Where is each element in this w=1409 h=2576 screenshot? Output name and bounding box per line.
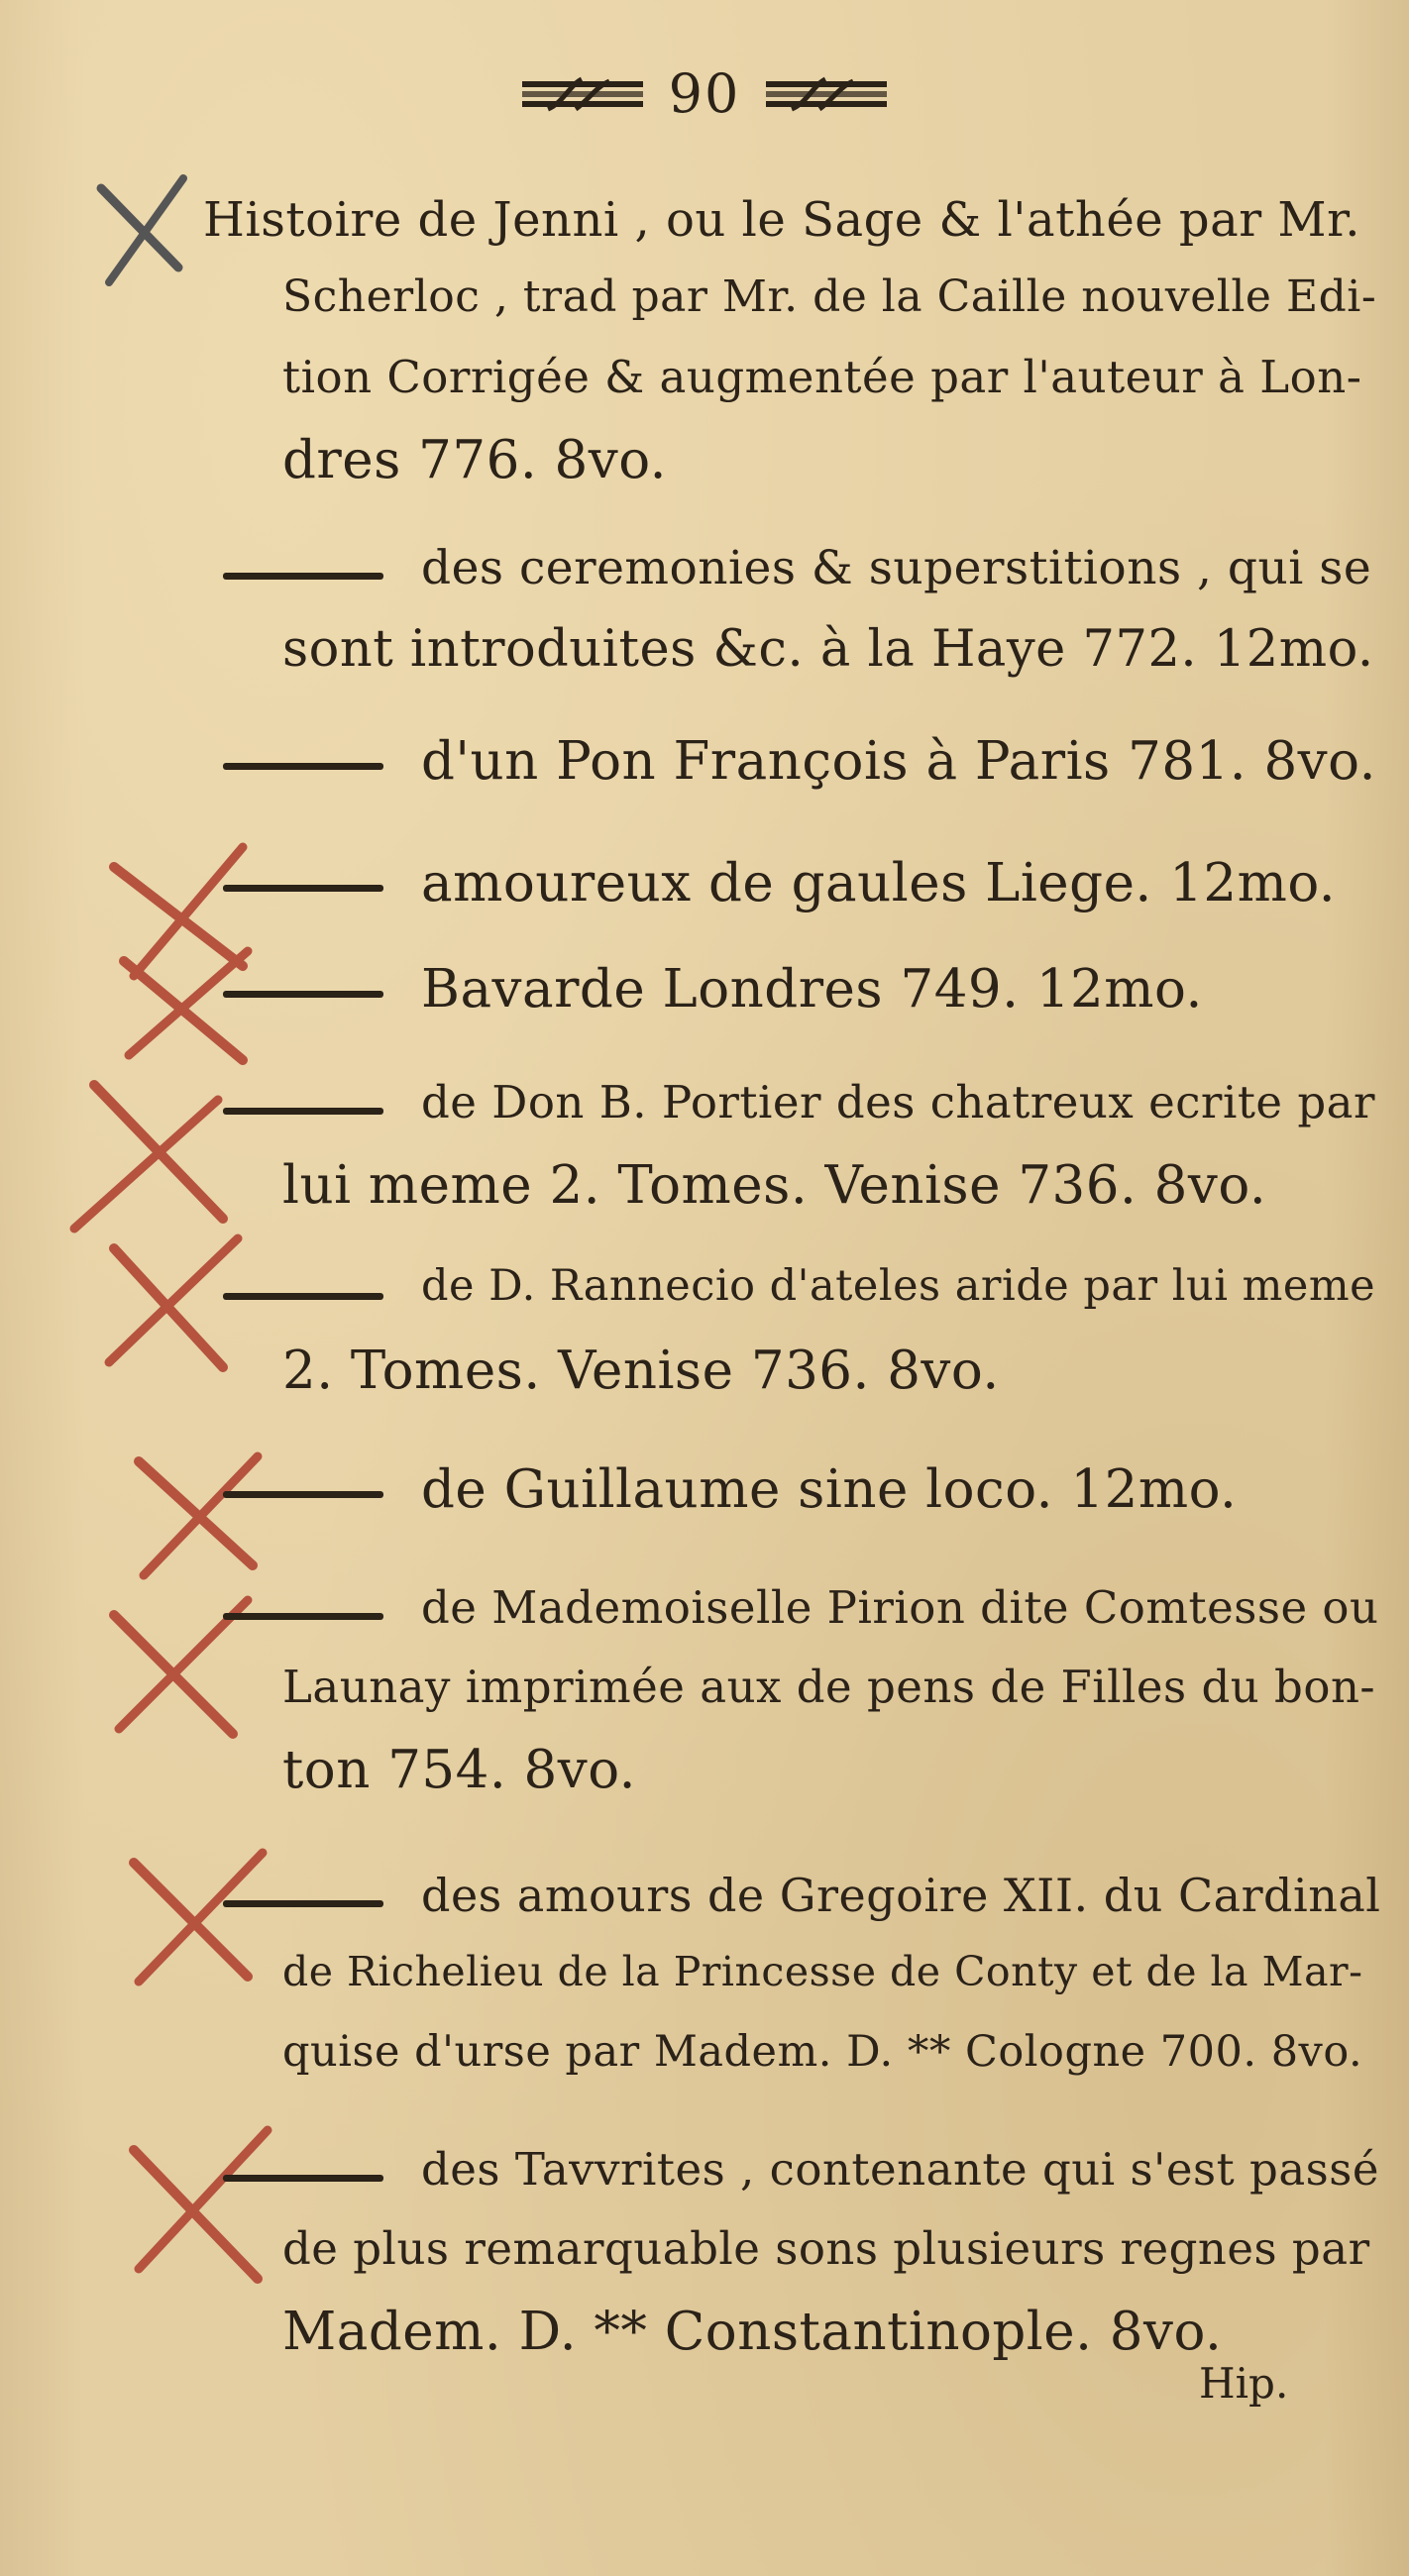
entry-line: tion Corrigée & augmentée par l'auteur à Lon- <box>282 351 1362 403</box>
page-header <box>0 62 1409 125</box>
entry-line: lui meme 2. Tomes. Venise 736. 8vo. <box>282 1155 1267 1216</box>
entry-line: de Mademoiselle Pirion dite Comtesse ou <box>421 1581 1379 1634</box>
ditto-dash <box>223 1491 383 1498</box>
entry-line: des amours de Gregoire XII. du Cardinal <box>421 1869 1381 1922</box>
entry-line: des Tavvrites , contenante qui s'est passé <box>421 2143 1379 2196</box>
cross-mark-icon <box>99 1585 258 1744</box>
entry-line: quise d'urse par Madem. D. ** Cologne 700. 8vo. <box>282 2027 1363 2077</box>
entry-line: de Richelieu de la Princesse de Conty et de la Mar- <box>282 1948 1363 1995</box>
ditto-dash <box>223 1613 383 1620</box>
ditto-dash <box>223 885 383 892</box>
entry-line: d'un Pon François à Paris 781. 8vo. <box>421 731 1376 792</box>
ditto-dash <box>223 991 383 998</box>
entry-line: Histoire de Jenni , ou le Sage & l'athée par Mr. <box>203 192 1361 248</box>
ditto-dash <box>223 2175 383 2182</box>
entry-line: 2. Tomes. Venise 736. 8vo. <box>282 1341 1000 1401</box>
cross-mark-icon <box>94 1229 253 1377</box>
cross-mark-icon <box>89 168 198 287</box>
cross-mark-icon <box>64 1070 233 1238</box>
ditto-dash <box>223 1293 383 1300</box>
entry-line: sont introduites &c. à la Haye 772. 12mo. <box>282 620 1374 679</box>
entry-line: de Don B. Portier des chatreux ecrite par <box>421 1076 1375 1128</box>
entry-line: Launay imprimée aux de pens de Filles du bon- <box>282 1661 1376 1713</box>
printer-ornament-icon <box>762 73 891 115</box>
catchword: Hip. <box>1199 2359 1289 2408</box>
entry-line: de plus remarquable sons plusieurs regnes par <box>282 2222 1370 2275</box>
page-number: 90 <box>668 62 741 125</box>
ditto-dash <box>223 1900 383 1907</box>
cross-mark-icon <box>109 2120 277 2289</box>
ditto-dash <box>223 763 383 770</box>
entry-line: des ceremonies & superstitions , qui se <box>421 541 1372 595</box>
entry-line: amoureux de gaules Liege. 12mo. <box>421 853 1337 913</box>
ditto-dash <box>223 573 383 580</box>
entry-line: Scherloc , trad par Mr. de la Caille nouvelle Edi- <box>282 271 1377 322</box>
cross-mark-icon <box>119 1447 268 1585</box>
entry-line: Madem. D. ** Constantinople. 8vo. <box>282 2302 1223 2362</box>
entry-line: de Guillaume sine loco. 12mo. <box>421 1459 1238 1520</box>
entry-line: ton 754. 8vo. <box>282 1740 637 1800</box>
entry-line: dres 776. 8vo. <box>282 430 668 490</box>
ditto-dash <box>223 1108 383 1115</box>
cross-mark-icon <box>109 936 258 1085</box>
entry-line: Bavarde Londres 749. 12mo. <box>421 959 1203 1020</box>
entry-line: de D. Rannecio d'ateles aride par lui meme <box>421 1261 1376 1311</box>
cross-mark-icon <box>114 1843 272 1991</box>
printer-ornament-icon <box>518 73 647 115</box>
